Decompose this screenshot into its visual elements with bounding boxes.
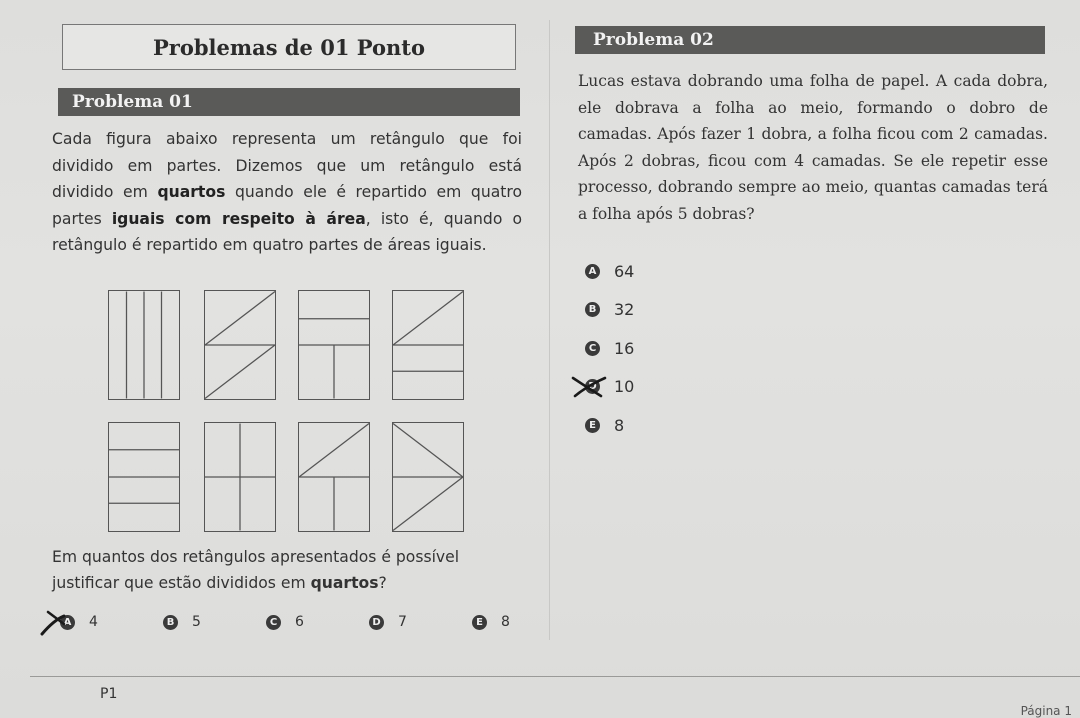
option-letter-badge: C [266,615,281,630]
option-b[interactable] [163,614,266,630]
option-letter-badge: A [585,264,600,279]
figure-triangles-split [298,422,370,532]
option-c[interactable] [585,329,634,368]
option-b[interactable] [585,291,634,330]
option-value: 5 [192,614,201,630]
option-letter-badge: E [472,615,487,630]
option-letter-badge: B [163,615,178,630]
problem-01-question: Em quantos dos retângulos apresentados é possível justificar que estão divididos em quartos? [52,548,460,592]
option-letter-badge: A [60,615,75,630]
problem-02-statement: Lucas estava dobrando uma folha de papel. A cada dobra, ele dobrava a folha ao meio, formando o dobro de camadas. Após fazer 1 dobra, a folha ficou com 2 camadas. Após 2 dobras, ficou com 4 camadas. Se ele repetir esse processo, dobrando sempre ao meio, quantas camadas terá a folha após 5 dobras? [578,72,1048,223]
footer-divider [30,676,1080,677]
option-a[interactable] [585,252,634,291]
option-value: 8 [614,415,625,435]
figure-quadrants [204,422,276,532]
option-c[interactable] [266,614,369,630]
figure-horizontal-strips [108,422,180,532]
problem-01-statement: Cada figura abaixo representa um retângulo que foi dividido em partes. Dizemos que um retângulo está dividido em quartos quando ele é repartido em quatro partes iguais com respeito à área, isto é, quando o retângulo é repartido em quatro partes de áreas iguais. [52,130,523,254]
option-value: 64 [614,261,635,281]
footer-label: P1 [100,686,118,702]
option-d[interactable] [585,368,634,407]
option-value: 10 [614,377,635,397]
option-value: 16 [614,338,635,358]
problem-02-label: Problema 02 [575,26,1045,54]
option-value: 32 [614,300,635,320]
option-letter-badge: C [585,341,600,356]
option-value: 4 [89,614,98,630]
column-divider [549,20,550,640]
option-e[interactable] [585,406,634,445]
figure-mixed-split [298,290,370,400]
option-value: 6 [295,614,304,630]
page-number: Página 1 [1020,704,1072,718]
option-value: 8 [501,614,510,630]
option-letter-badge: D [369,615,384,630]
option-e[interactable] [472,614,575,630]
rectangle-figures [108,290,468,534]
problem-01-options [60,614,575,630]
figure-arrow-triangles [392,422,464,532]
option-d[interactable] [369,614,472,630]
option-letter-badge: E [585,418,600,433]
page-title: Problemas de 01 Ponto [62,24,516,70]
option-value: 7 [398,614,407,630]
option-a[interactable] [60,614,163,630]
problem-02-options [585,252,634,445]
problem-01-label: Problema 01 [58,88,520,116]
figure-diagonal-strips [392,290,464,400]
figure-vertical-strips [108,290,180,400]
option-letter-badge: B [585,302,600,317]
figure-halves-diagonals [204,290,276,400]
option-letter-badge: D [585,379,600,394]
